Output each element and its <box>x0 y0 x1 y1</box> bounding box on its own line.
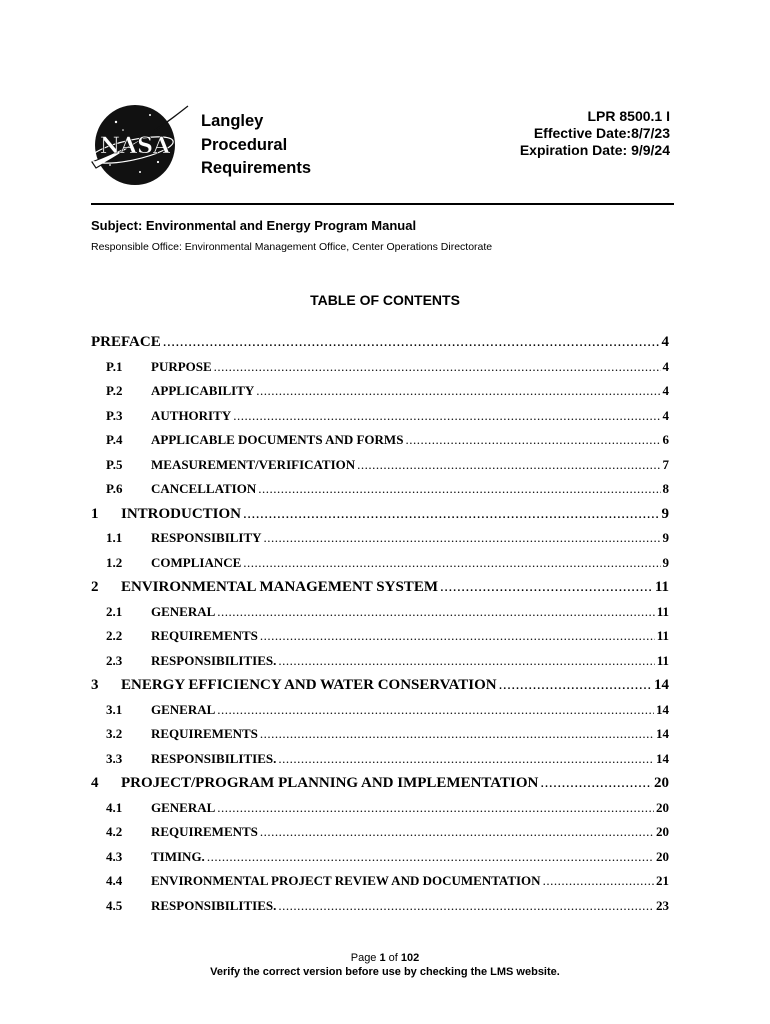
expiration-date: Expiration Date: 9/9/24 <box>519 142 670 158</box>
toc-entry-title: CANCELLATION <box>151 481 257 496</box>
toc-entry-page: 20 <box>656 848 669 864</box>
toc-subsection-entry[interactable] <box>91 530 669 555</box>
toc-subsection-entry[interactable] <box>91 604 669 629</box>
toc-dot-leader <box>543 873 654 889</box>
toc-entry-title: PURPOSE <box>151 358 212 374</box>
toc-entry-page: 11 <box>656 652 669 668</box>
toc-entry-page: 7 <box>662 456 669 472</box>
effective-date: Effective Date:8/7/23 <box>533 125 670 141</box>
toc-dot-leader <box>357 457 660 473</box>
toc-dot-leader <box>256 383 660 399</box>
toc-dot-leader <box>260 628 655 644</box>
toc-entry-page: 14 <box>656 726 669 741</box>
toc-entry-number: P.6 <box>106 481 123 496</box>
toc-subsection-entry[interactable] <box>91 432 669 457</box>
toc-subsection-entry[interactable] <box>91 457 669 482</box>
toc-entry-number: 4 <box>91 775 99 791</box>
toc-subsection-entry[interactable] <box>91 383 669 408</box>
toc-entry-title: TIMING. <box>151 848 205 864</box>
toc-entry-number: P.3 <box>106 407 123 423</box>
toc-entry-title: COMPLIANCE <box>151 554 242 570</box>
toc-entry-number: P.4 <box>106 432 123 447</box>
toc-dot-leader <box>163 334 660 351</box>
toc-dot-leader <box>264 530 661 546</box>
verification-notice: Verify the correct version before use by checking the LMS website. <box>210 966 560 978</box>
toc-entry-number: P.2 <box>106 383 123 398</box>
toc-dot-leader <box>217 702 654 718</box>
toc-section-entry[interactable] <box>91 334 669 359</box>
table-of-contents <box>91 334 669 922</box>
org-line: Requirements <box>201 159 312 177</box>
toc-subsection-entry[interactable] <box>91 873 669 898</box>
toc-subsection-entry[interactable] <box>91 555 669 580</box>
org-line: Langley <box>201 112 264 130</box>
toc-entry-title: GENERAL <box>151 799 216 815</box>
toc-entry-page: 14 <box>656 750 669 766</box>
toc-entry-title: APPLICABLE DOCUMENTS AND FORMS <box>151 432 404 447</box>
toc-entry-page: 20 <box>656 824 669 839</box>
header-rule <box>91 203 674 205</box>
toc-entry-number: 1.2 <box>106 554 123 570</box>
toc-dot-leader <box>233 408 660 424</box>
toc-section-entry[interactable] <box>91 677 669 702</box>
toc-entry-title: GENERAL <box>151 701 216 717</box>
toc-subsection-entry[interactable] <box>91 726 669 751</box>
toc-dot-leader <box>260 726 654 742</box>
toc-entry-title: RESPONSIBILITIES. <box>151 897 277 913</box>
page-footer <box>0 951 770 979</box>
toc-entry-title: AUTHORITY <box>151 407 232 423</box>
toc-entry-page: 4 <box>662 383 669 398</box>
doc-number: LPR 8500.1 I <box>587 108 670 124</box>
toc-entry-number: P.5 <box>106 456 123 472</box>
toc-heading: TABLE OF CONTENTS <box>310 292 460 308</box>
toc-dot-leader <box>217 604 654 620</box>
org-line: Procedural <box>201 135 288 154</box>
toc-entry-page: 6 <box>662 432 669 447</box>
toc-dot-leader <box>405 432 660 448</box>
toc-entry-title: ENVIRONMENTAL MANAGEMENT SYSTEM <box>121 579 438 595</box>
toc-entry-title: APPLICABILITY <box>151 383 255 398</box>
toc-entry-title: INTRODUCTION <box>121 505 242 522</box>
toc-dot-leader <box>207 849 654 865</box>
svg-text:NASA: NASA <box>99 133 171 159</box>
toc-subsection-entry[interactable] <box>91 800 669 825</box>
toc-dot-leader <box>243 506 659 523</box>
document-info <box>520 108 670 159</box>
toc-entry-number: 4.2 <box>106 824 123 839</box>
org-name <box>201 110 311 181</box>
page-number: Page 1 of 102 <box>350 952 420 964</box>
toc-entry-page: 14 <box>656 701 669 717</box>
toc-entry-page: 9 <box>662 530 669 545</box>
toc-entry-number: 3.2 <box>106 726 123 741</box>
toc-entry-number: 4.1 <box>106 799 123 815</box>
toc-entry-title: RESPONSIBILITY <box>151 530 262 545</box>
toc-dot-leader <box>243 555 660 571</box>
toc-entry-title: PREFACE <box>91 334 161 350</box>
toc-dot-leader <box>217 800 654 816</box>
toc-entry-number: 1 <box>91 505 99 522</box>
toc-subsection-entry[interactable] <box>91 628 669 653</box>
toc-entry-page: 9 <box>662 554 669 570</box>
nasa-logo <box>88 100 190 186</box>
toc-entry-title: REQUIREMENTS <box>151 726 258 741</box>
toc-entry-title: PROJECT/PROGRAM PLANNING AND IMPLEMENTATION <box>121 775 539 791</box>
toc-entry-number: 4.3 <box>106 848 123 864</box>
toc-entry-number: 2 <box>91 579 99 595</box>
toc-dot-leader <box>540 775 652 792</box>
toc-dot-leader <box>258 481 660 497</box>
toc-entry-number: 2.1 <box>106 603 123 619</box>
toc-subsection-entry[interactable] <box>91 653 669 678</box>
toc-dot-leader <box>278 898 654 914</box>
toc-entry-number: 4.4 <box>106 873 123 888</box>
toc-entry-page: 11 <box>656 603 669 619</box>
toc-entry-page: 11 <box>656 628 669 643</box>
toc-entry-title: ENVIRONMENTAL PROJECT REVIEW AND DOCUMENTATION <box>151 873 541 888</box>
toc-subsection-entry[interactable] <box>91 702 669 727</box>
toc-subsection-entry[interactable] <box>91 849 669 874</box>
toc-entry-page: 20 <box>656 799 669 815</box>
toc-section-entry[interactable] <box>91 579 669 604</box>
toc-entry-number: 3.3 <box>106 750 123 766</box>
toc-entry-page: 4 <box>661 334 669 350</box>
toc-subsection-entry[interactable] <box>91 751 669 776</box>
toc-subsection-entry[interactable] <box>91 824 669 849</box>
toc-section-entry[interactable] <box>91 775 669 800</box>
toc-entry-title: ENERGY EFFICIENCY AND WATER CONSERVATION <box>121 677 497 693</box>
toc-subsection-entry[interactable] <box>91 481 669 506</box>
toc-entry-title: RESPONSIBILITIES. <box>151 652 277 668</box>
toc-subsection-entry[interactable] <box>91 359 669 384</box>
toc-dot-leader <box>214 359 661 375</box>
toc-entry-title: REQUIREMENTS <box>151 824 258 839</box>
toc-entry-page: 4 <box>662 407 669 423</box>
toc-entry-number: 3.1 <box>106 701 123 717</box>
toc-section-entry[interactable] <box>91 506 669 531</box>
toc-entry-title: GENERAL <box>151 603 216 619</box>
toc-entry-title: RESPONSIBILITIES. <box>151 750 277 766</box>
toc-subsection-entry[interactable] <box>91 898 669 923</box>
toc-dot-leader <box>499 677 652 694</box>
toc-dot-leader <box>278 653 654 669</box>
toc-dot-leader <box>440 579 653 596</box>
toc-entry-page: 20 <box>654 775 669 791</box>
toc-dot-leader <box>278 751 654 767</box>
toc-entry-number: 1.1 <box>106 530 123 545</box>
toc-subsection-entry[interactable] <box>91 408 669 433</box>
toc-entry-title: REQUIREMENTS <box>151 628 258 643</box>
toc-entry-number: 4.5 <box>106 897 123 913</box>
toc-entry-number: 2.3 <box>106 652 123 668</box>
toc-dot-leader <box>260 824 654 840</box>
toc-entry-page: 4 <box>662 358 669 374</box>
subject-line: Subject: Environmental and Energy Program Manual <box>91 218 417 233</box>
toc-entry-title: MEASUREMENT/VERIFICATION <box>151 456 356 472</box>
toc-entry-number: 2.2 <box>106 628 123 643</box>
toc-entry-number: 3 <box>91 677 99 693</box>
toc-entry-page: 21 <box>656 873 669 888</box>
toc-entry-page: 14 <box>654 677 669 693</box>
toc-entry-page: 23 <box>656 897 669 913</box>
toc-entry-page: 9 <box>661 505 669 522</box>
toc-entry-number: P.1 <box>106 358 123 374</box>
toc-entry-page: 11 <box>654 579 669 595</box>
responsible-office: Responsible Office: Environmental Management Office, Center Operations Directorate <box>91 241 493 253</box>
toc-entry-page: 8 <box>662 481 669 496</box>
